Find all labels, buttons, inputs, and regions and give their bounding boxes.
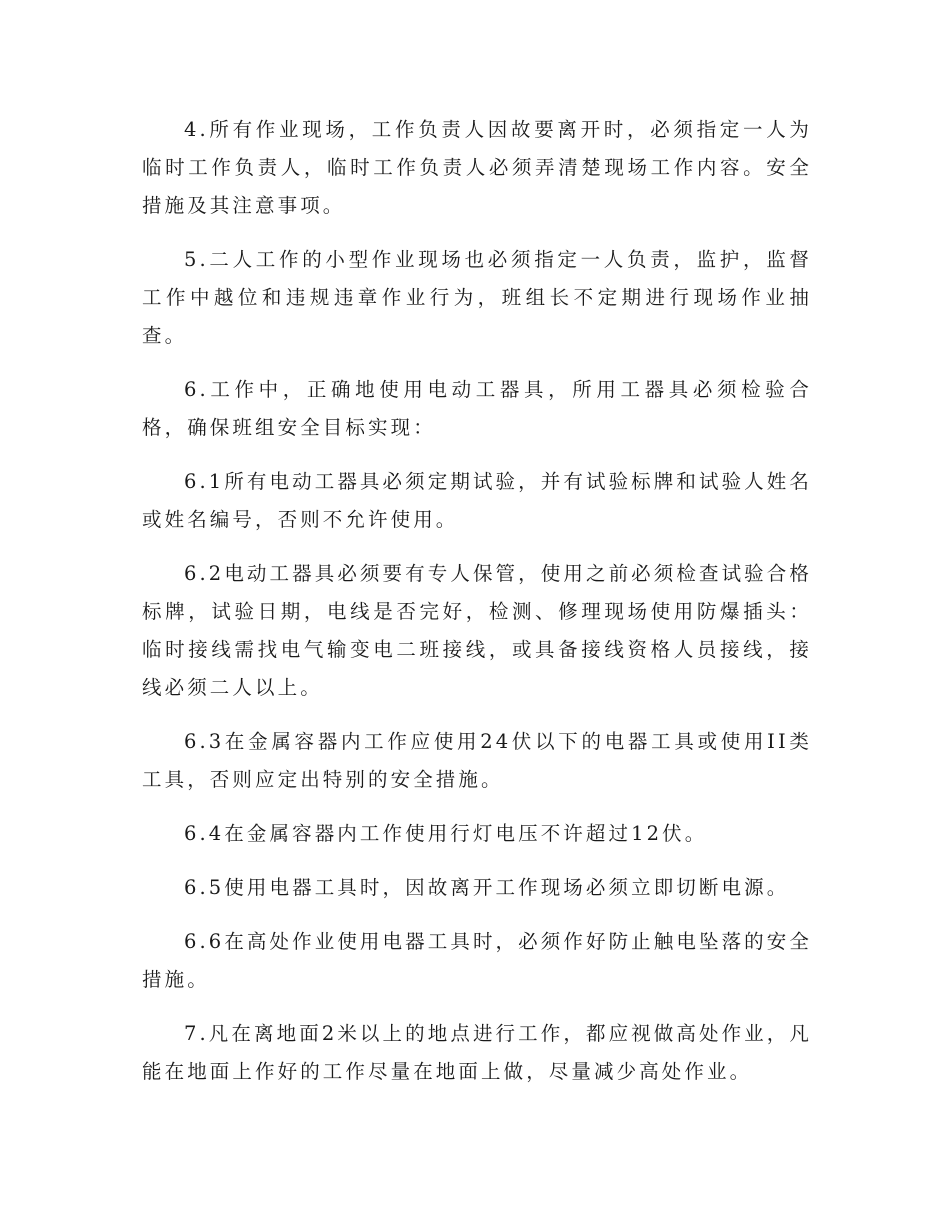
paragraph-6-6: 6.6在高处作业使用电器工具时，必须作好防止触电坠落的安全措施。 <box>142 930 812 991</box>
document-body <box>142 111 812 1107</box>
paragraph-7: 7.凡在离地面2米以上的地点进行工作，都应视做高处作业，凡能在地面上作好的工作尽量在地面上做，尽量减少高处作业。 <box>142 1022 812 1083</box>
paragraph-6: 6.工作中，正确地使用电动工器具，所用工器具必须检验合格，确保班组安全目标实现： <box>142 378 812 439</box>
paragraph-6-3: 6.3在金属容器内工作应使用24伏以下的电器工具或使用II类工具，否则应定出特别的安全措施。 <box>142 730 812 791</box>
paragraph-6-2: 6.2电动工器具必须要有专人保管，使用之前必须检查试验合格标牌，试验日期，电线是否完好，检测、修理现场使用防爆插头：临时接线需找电气输变电二班接线，或具备接线资格人员接线，接线必须二人以上。 <box>142 562 812 699</box>
paragraph-6-5: 6.5使用电器工具时，因故离开工作现场必须立即切断电源。 <box>184 876 790 899</box>
paragraph-5: 5.二人工作的小型作业现场也必须指定一人负责，监护，监督工作中越位和违规违章作业行为，班组长不定期进行现场作业抽查。 <box>142 248 812 347</box>
paragraph-4: 4.所有作业现场，工作负责人因故要离开时，必须指定一人为临时工作负责人，临时工作负责人必须弄清楚现场工作内容。安全措施及其注意事项。 <box>142 118 812 217</box>
paragraph-6-4: 6.4在金属容器内工作使用行灯电压不许超过12伏。 <box>184 822 708 845</box>
paragraph-6-1: 6.1所有电动工器具必须定期试验，并有试验标牌和试验人姓名或姓名编号，否则不允许使用。 <box>142 470 812 531</box>
